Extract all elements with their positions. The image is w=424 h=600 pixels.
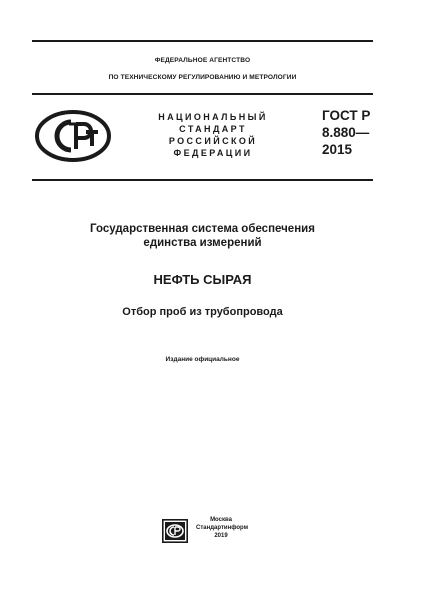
standard-type-line-3: РОССИЙСКОЙ xyxy=(168,136,258,146)
series-title-line-2: единства измерений xyxy=(143,237,262,249)
series-title-line-1: Государственная система обеспечения xyxy=(90,223,315,235)
edition-label: Издание официальное xyxy=(165,356,240,363)
top-divider xyxy=(32,40,373,42)
standard-type-line-1: НАЦИОНАЛЬНЫЙ xyxy=(158,112,268,122)
document-subtitle: Отбор проб из трубопровода xyxy=(122,306,283,318)
imprint-year: 2019 xyxy=(214,533,228,539)
standard-type-line-4: ФЕДЕРАЦИИ xyxy=(173,148,253,158)
imprint-city: Москва xyxy=(210,517,232,523)
gost-r-mark-icon xyxy=(34,108,112,164)
agency-name-line-2: ПО ТЕХНИЧЕСКОМУ РЕГУЛИРОВАНИЮ И МЕТРОЛОГИИ xyxy=(108,74,297,81)
document-main-title: НЕФТЬ СЫРАЯ xyxy=(153,272,252,287)
gost-designation-line-2: 8.880— xyxy=(322,125,370,140)
publisher-imprint xyxy=(196,516,249,540)
imprint-publisher: Стандартинформ xyxy=(196,525,249,531)
gost-designation-line-1: ГОСТ Р xyxy=(322,108,371,123)
designation-divider xyxy=(32,179,373,181)
header-divider xyxy=(32,93,373,95)
standard-type-line-2: СТАНДАРТ xyxy=(179,124,247,134)
standartinform-logo-icon xyxy=(162,519,188,543)
agency-name-line-1: ФЕДЕРАЛЬНОЕ АГЕНТСТВО xyxy=(154,57,251,64)
gost-designation-line-3: 2015 xyxy=(322,142,353,157)
